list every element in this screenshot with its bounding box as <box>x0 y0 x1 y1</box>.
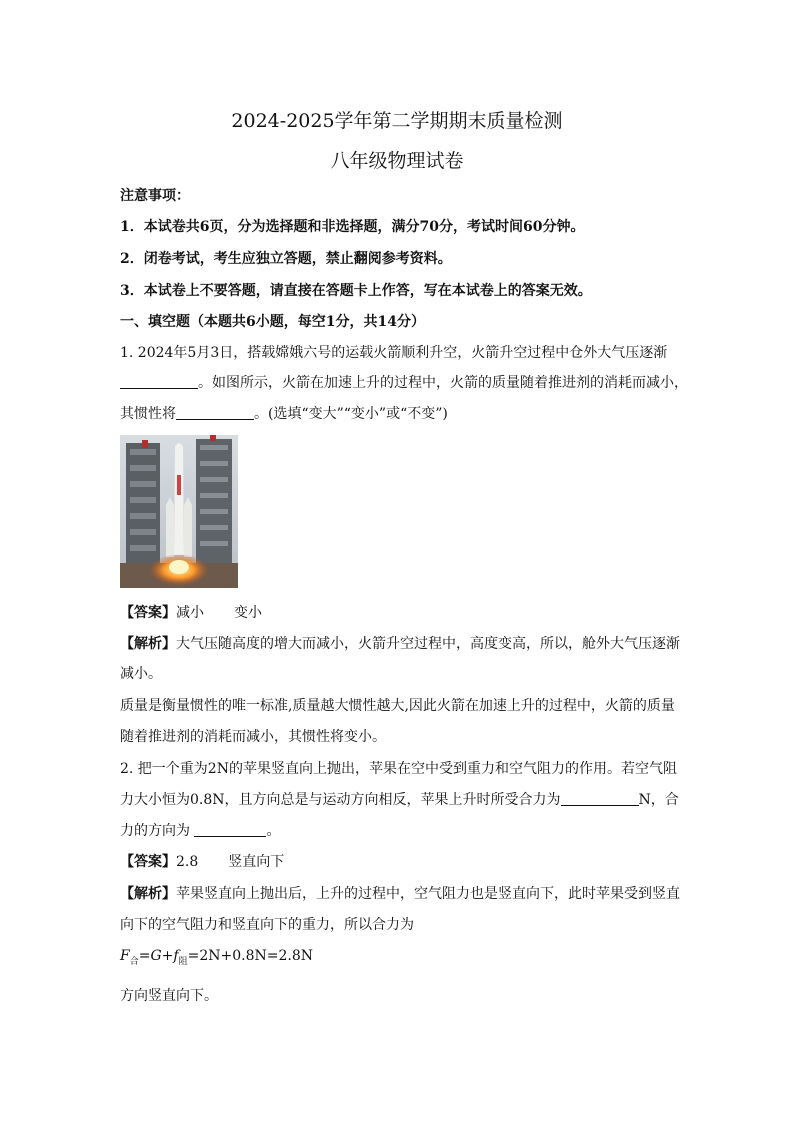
q1-line-1: 1. 2024年5月3日，搭载嫦娥六号的运载火箭顺利升空，火箭升空过程中仓外大气压逐渐 <box>120 345 668 361</box>
notice-item-2: 2．闭卷考试，考生应独立答题，禁止翻阅参考资料。 <box>120 251 452 267</box>
q1-analysis-3: 质量是衡量惯性的唯一标准,质量越大惯性越大,因此火箭在加速上升的过程中，火箭的质量 <box>120 698 675 714</box>
q2-line-3: 力的方向为 。 <box>120 823 281 839</box>
exam-subtitle: 八年级物理试卷 <box>330 150 464 172</box>
q1-analysis-4: 随着推进剂的消耗而减小，其惯性将变小。 <box>120 729 386 745</box>
answer-blank <box>176 405 254 420</box>
notice-item-3: 3．本试卷上不要答题，请直接在答题卡上作答，写在本试卷上的答案无效。 <box>120 283 592 299</box>
exam-title: 2024-2025学年第二学期期末质量检测 <box>231 110 563 132</box>
q1-answer: 【答案】减小 变小 <box>120 605 262 621</box>
q2-conclusion: 方向竖直向下。 <box>120 988 218 1004</box>
answer-blank <box>120 374 198 389</box>
q1-line-2: 。如图所示，火箭在加速上升的过程中，火箭的质量随着推进剂的消耗而减小， <box>120 373 688 393</box>
answer-blank <box>194 822 266 837</box>
answer-blank <box>561 791 639 806</box>
q2-answer: 【答案】2.8 竖直向下 <box>120 854 285 870</box>
notice-heading: 注意事项： <box>120 188 190 204</box>
notice-item-1: 1．本试卷共6页，分为选择题和非选择题，满分70分，考试时间60分钟。 <box>120 219 585 235</box>
q1-analysis-1: 【解析】大气压随高度的增大而减小，火箭升空过程中，高度变高，所以，舱外大气压逐渐 <box>120 636 680 652</box>
q1-line-3: 其惯性将 。(选填“变大”“变小”或“不变”) <box>120 406 448 422</box>
q1-analysis-2: 减小。 <box>120 666 162 682</box>
q2-analysis-1: 【解析】苹果竖直向上抛出后，上升的过程中，空气阻力也是竖直向下，此时苹果受到竖直 <box>120 886 680 902</box>
q2-line-1: 2. 把一个重为2N的苹果竖直向上抛出，苹果在空中受到重力和空气阻力的作用。若空气阻 <box>120 761 677 777</box>
q2-analysis-2: 向下的空气阻力和竖直向下的重力，所以合力为 <box>120 917 414 933</box>
rocket-launch-image <box>120 435 238 588</box>
net-force-formula: $F_合=G+f_阻=2N+0.8N=2.8N$ <box>120 948 313 967</box>
section-heading: 一、填空题（本题共6小题，每空1分，共14分） <box>120 314 425 330</box>
q2-line-2: 力大小恒为0.8N，且方向总是与运动方向相反，苹果上升时所受合力为 N，合 <box>120 792 679 808</box>
